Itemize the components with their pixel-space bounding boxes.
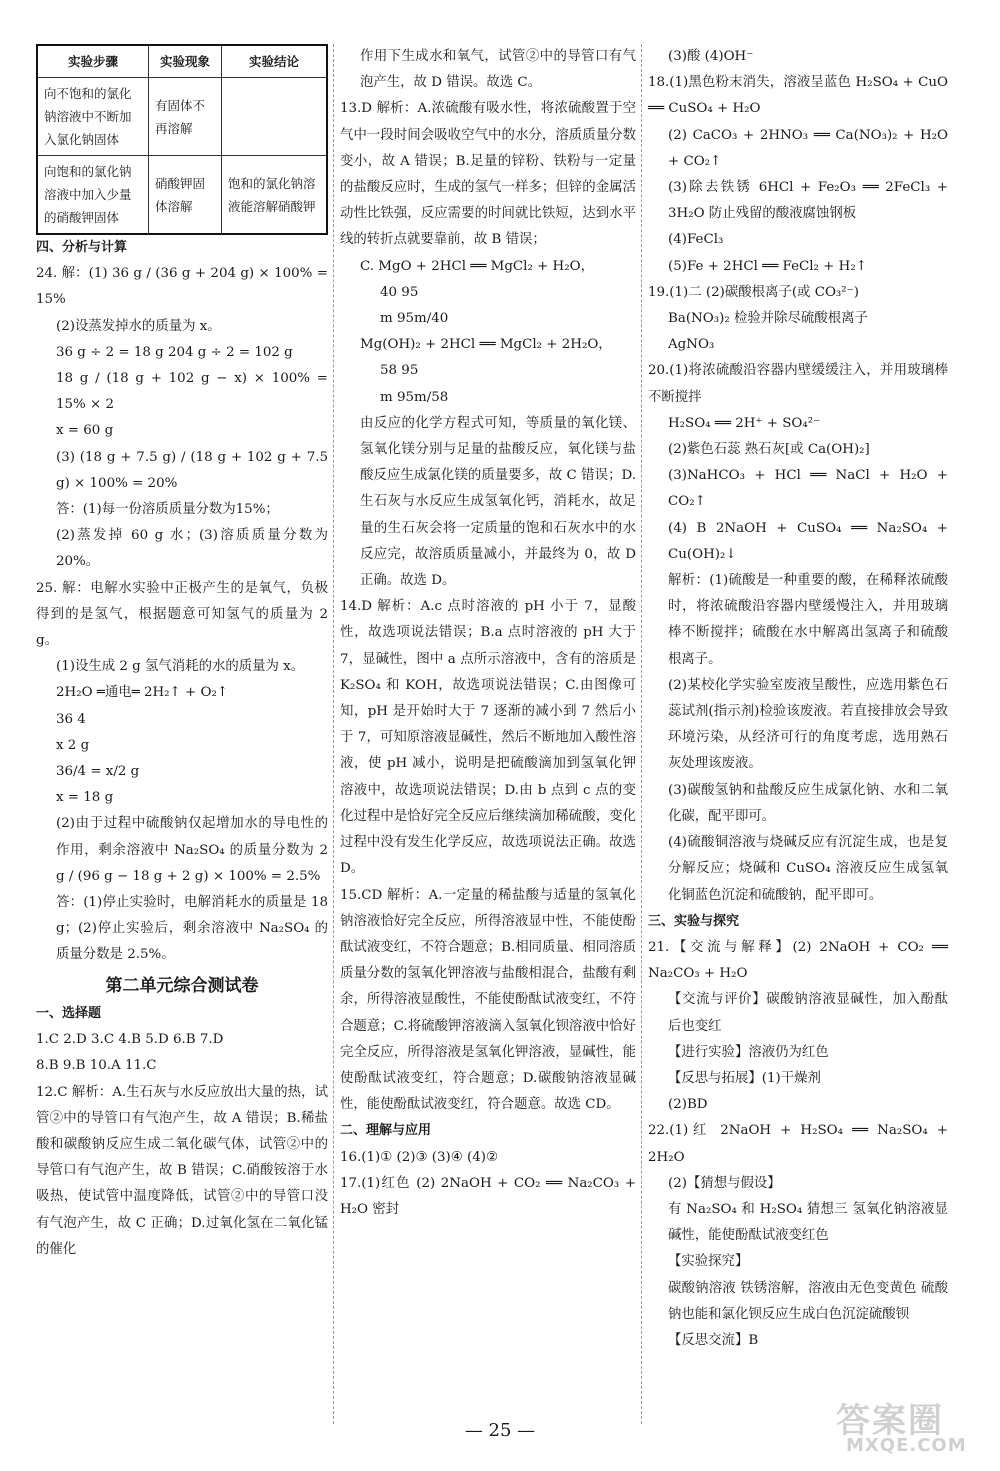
answer-line: 答：(1)停止实验时，电解消耗水的质量是 18 g；(2)停止实验后，剩余溶液中 Na₂SO₄ 的质量分数是 2.5%。 — [56, 895, 328, 963]
table-cell: 向不饱和的氯化钠溶液中不断加入氯化钠固体 — [37, 78, 149, 156]
answer-line: 24. 解：(1) 36 g / (36 g + 204 g) × 100% = 15% — [36, 266, 328, 308]
table-cell: 饱和的氯化钠溶液能溶解硝酸钾 — [222, 156, 328, 235]
answer-line: m 95m/40 — [380, 311, 449, 327]
answer-line: (2)【猜想与假设】 — [668, 1175, 781, 1191]
answer-line: m 95m/58 — [380, 389, 449, 405]
answer-column-middle — [340, 44, 636, 1223]
table-header-phenomena: 实验现象 — [149, 45, 222, 78]
answer-line: 20.(1)将浓硫酸沿容器内壁缓缓注入，并用玻璃棒不断搅拌 — [648, 363, 948, 405]
watermark-logo — [836, 1393, 986, 1463]
answer-line: 解析：(1)硫酸是一种重要的酸，在稀释浓硫酸时，将浓硫酸沿容器内壁缓慢注入，并用玻璃棒不断搅拌；硫酸在水中解离出氢离子和硫酸根离子。 — [668, 573, 948, 667]
answer-line: 22.(1)红 2NaOH + H₂SO₄ ══ Na₂SO₄ + 2H₂O — [648, 1123, 948, 1165]
answer-line: (2)紫色石蕊 熟石灰[或 Ca(OH)₂] — [668, 442, 870, 458]
answer-line: (2)设蒸发掉水的质量为 x。 — [56, 318, 221, 334]
answer-line: 12.C 解析：A.生石灰与水反应放出大量的热，试管②中的导管口有气泡产生，故 A 错误；B.稀盐酸和碳酸钠反应生成二氧化碳气体，试管②中的导管口有气泡产生，故 B 错误；C.硝酸铵溶于水吸热，使试管中温度降低，试管②中的导管口没有气泡产生，故 C 正确；D.过氧化氢在二氧化锰的催化 — [36, 1084, 328, 1257]
answer-line: (2)某校化学实验室废液呈酸性，应选用紫色石蕊试剂(指示剂)检验该废液。若直接排放会导致环境污染，从经济可行的角度考虑，选用熟石灰处理该废液。 — [668, 677, 948, 772]
answer-line: 答：(1)每一份溶质质量分数为15%； — [56, 502, 279, 518]
answer-line: (1)设生成 2 g 氢气消耗的水的质量为 x。 — [56, 659, 305, 675]
answer-line: (2)蒸发掉 60 g 水；(3)溶质质量分数为 20%。 — [56, 528, 328, 570]
answer-line: 15.CD 解析：A.一定量的稀盐酸与适量的氢氧化钠溶液恰好完全反应，所得溶液显中性，不能使酚酞试液变红，不符合题意；B.相同质量、相同溶质质量分数的氢氧化钾溶液与盐酸相混合，盐酸有剩余，所得溶液显酸性，不能使酚酞试液变红，不符合题意；C.将硫酸钾溶液滴入氢氧化钡溶液中恰好完全反应，所得溶液是氢氧化钾溶液，显碱性，能使酚酞试液变红，符合题意；D.碳酸钠溶液显碱性，能使酚酞试液变红，符合题意。故选 CD。 — [340, 887, 636, 1113]
answer-line: 【反思与拓展】(1)干燥剂 — [668, 1070, 821, 1086]
column-divider-right — [641, 44, 642, 1424]
answer-line: 16.(1)① (2)③ (3)④ (4)② — [340, 1149, 498, 1165]
answer-line: 36 4 — [56, 711, 86, 727]
table-cell — [222, 78, 328, 156]
answer-line: 2H₂O ═通电═ 2H₂↑ + O₂↑ — [56, 685, 229, 701]
answer-line: (4)FeCl₃ — [668, 232, 724, 248]
answer-line: 【进行实验】溶液仍为红色 — [668, 1044, 829, 1060]
answer-line: 【交流与评价】碳酸钠溶液显碱性，加入酚酞后也变红 — [668, 992, 948, 1034]
answer-line: H₂SO₄ ══ 2H⁺ + SO₄²⁻ — [668, 415, 821, 431]
answer-line: 14.D 解析：A.c 点时溶液的 pH 小于 7，显酸性，故选项说法错误；B.a 点时溶液的 pH 大于 7，显碱性，图中 a 点所示溶液中，含有的溶质是 K₂SO₄ 和 KOH，故选项说法错误；C.由图像可知，pH 是开始时大于 7 逐渐的减小到 7 然后小于 7，可知原溶液显碱性，然后不断地加入酸性溶液，使 pH 减小，说明是把硫酸滴加到氢氧化钾溶液中，故选项说法错误；D.由 b 点到 c 点的变化过程中是恰好完全反应后继续滴加稀硫酸，变化过程中没有发生化学反应，故选项说法正确。故选 D。 — [340, 599, 636, 877]
answer-column-right — [648, 44, 948, 1354]
answer-line: 36 g ÷ 2 = 18 g 204 g ÷ 2 = 102 g — [56, 344, 293, 360]
column-divider-left — [333, 44, 334, 1424]
column-left — [36, 44, 328, 1263]
page-number: — 25 — — [464, 1420, 536, 1441]
section-heading: 二、理解与应用 — [340, 1123, 432, 1139]
table-cell: 硝酸钾固体溶解 — [149, 156, 222, 235]
answer-line: 1.C 2.D 3.C 4.B 5.D 6.B 7.D — [36, 1032, 224, 1048]
answer-line: 13.D 解析：A.浓硫酸有吸水性，将浓硫酸置于空气中一段时间会吸收空气中的水分，溶质质量分数变小，故 A 错误；B.足量的锌粉、铁粉与一定量的盐酸反应时，生成的氢气一样多；但锌的金属活动性比铁强，反应需要的时间就比铁短，达到水平线的转折点就要靠前，故 B 错误； — [340, 101, 636, 248]
section-heading: 一、选择题 — [36, 1005, 102, 1021]
answer-line: (4)硫酸铜溶液与烧碱反应有沉淀生成，也是复分解反应；烧碱和 CuSO₄ 溶液反应生成氢氧化铜蓝色沉淀和硫酸钠，配平即可。 — [668, 835, 948, 903]
table-cell: 向饱和的氯化钠溶液中加入少量的硝酸钾固体 — [37, 156, 149, 235]
table-header-conclusion: 实验结论 — [222, 45, 328, 78]
answer-line: 【实验探究】 — [668, 1254, 749, 1270]
answer-line: (3)NaHCO₃ + HCl ══ NaCl + H₂O + CO₂↑ — [668, 468, 948, 510]
answer-line: 作用下生成水和氧气，试管②中的导管口有气泡产生，故 D 错误。故选 C。 — [360, 49, 636, 91]
answer-line: 36/4 = x/2 g — [56, 764, 140, 780]
answer-line: 8.B 9.B 10.A 11.C — [36, 1058, 157, 1074]
answer-line: 58 95 — [380, 363, 419, 379]
unit-title: 第二单元综合测试卷 — [105, 975, 259, 996]
answer-line: x = 60 g — [56, 423, 114, 439]
answer-line: 19.(1)二 (2)碳酸根离子(或 CO₃²⁻) — [648, 284, 859, 300]
answer-line: 21.【交流与解释】(2) 2NaOH + CO₂ ══ Na₂CO₃ + H₂O — [648, 939, 948, 982]
answer-line: (2)由于过程中硫酸钠仅起增加水的导电性的作用，剩余溶液中 Na₂SO₄ 的质量分数为 2 g / (96 g − 18 g + 2 g) × 100% = 2.5% — [56, 816, 328, 884]
answer-line: (3)除去铁锈 6HCl + Fe₂O₃ ══ 2FeCl₃ + 3H₂O 防止残留的酸液腐蚀钢板 — [668, 180, 948, 222]
answer-line: 40 95 — [380, 284, 419, 300]
table-cell: 有固体不再溶解 — [149, 78, 222, 156]
answer-line: (4) B 2NaOH + CuSO₄ ══ Na₂SO₄ + Cu(OH)₂↓ — [668, 520, 948, 562]
answer-line: x = 18 g — [56, 790, 114, 806]
answer-line: 18.(1)黑色粉末消失，溶液呈蓝色 H₂SO₄ + CuO ══ CuSO₄ + H₂O — [648, 75, 948, 117]
watermark-main: 答案圈 — [836, 1401, 944, 1441]
answer-line: (2)BD — [668, 1097, 708, 1113]
answer-line: C. MgO + 2HCl ══ MgCl₂ + H₂O， — [360, 258, 594, 274]
answer-line: AgNO₃ — [668, 337, 715, 353]
table-header-steps: 实验步骤 — [37, 45, 149, 78]
answer-line: Ba(NO₃)₂ 检验并除尽硫酸根离子 — [668, 311, 868, 327]
answer-line: (3)酸 (4)OH⁻ — [668, 49, 754, 64]
watermark-site: MXQE.COM — [846, 1435, 967, 1456]
answer-line: 【反思交流】B — [668, 1332, 759, 1348]
answer-line: 17.(1)红色 (2) 2NaOH + CO₂ ══ Na₂CO₃ + H₂O 密封 — [340, 1175, 636, 1217]
answer-line: (3)碳酸氢钠和盐酸反应生成氯化钠、水和二氧化碳，配平即可。 — [668, 782, 948, 824]
experiment-table — [36, 44, 328, 235]
table-row — [37, 78, 327, 156]
section-heading: 四、分析与计算 — [36, 240, 128, 255]
answer-line: (5)Fe + 2HCl ══ FeCl₂ + H₂↑ — [668, 258, 867, 274]
answer-line: (2) CaCO₃ + 2HNO₃ ══ Ca(NO₃)₂ + H₂O + CO₂↑ — [668, 127, 948, 169]
answer-line: 18 g / (18 g + 102 g − x) × 100% = 15% × 2 — [56, 371, 328, 413]
section-heading: 三、实验与探究 — [648, 913, 740, 929]
answer-line: 有 Na₂SO₄ 和 H₂SO₄ 猜想三 氢氧化钠溶液显碱性，能使酚酞试液变红色 — [668, 1201, 948, 1244]
answer-line: 由反应的化学方程式可知，等质量的氧化镁、氢氧化镁分别与足量的盐酸反应，氧化镁与盐酸反应生成氯化镁的质量要多，故 C 错误；D.生石灰与水反应生成氢氧化钙，消耗水，故足量的生石灰会将一定质量的饱和石灰水中的水反应完，故溶质质量减小，并最终为 0，故 D 正确。故选 D。 — [360, 415, 636, 589]
answer-line: Mg(OH)₂ + 2HCl ══ MgCl₂ + 2H₂O， — [360, 337, 612, 353]
answer-line: 25. 解：电解水实验中正极产生的是氧气，负极得到的是氢气，根据题意可知氢气的质量为 2 g。 — [36, 580, 328, 649]
table-row — [37, 156, 327, 235]
answer-line: (3) (18 g + 7.5 g) / (18 g + 102 g + 7.5 g) × 100% = 20% — [56, 449, 328, 491]
answer-column-left — [36, 235, 328, 1263]
answer-line: 碳酸钠溶液 铁锈溶解，溶液由无色变黄色 硫酸钠也能和氯化钡反应生成白色沉淀硫酸钡 — [668, 1280, 948, 1322]
answer-line: x 2 g — [56, 737, 90, 753]
